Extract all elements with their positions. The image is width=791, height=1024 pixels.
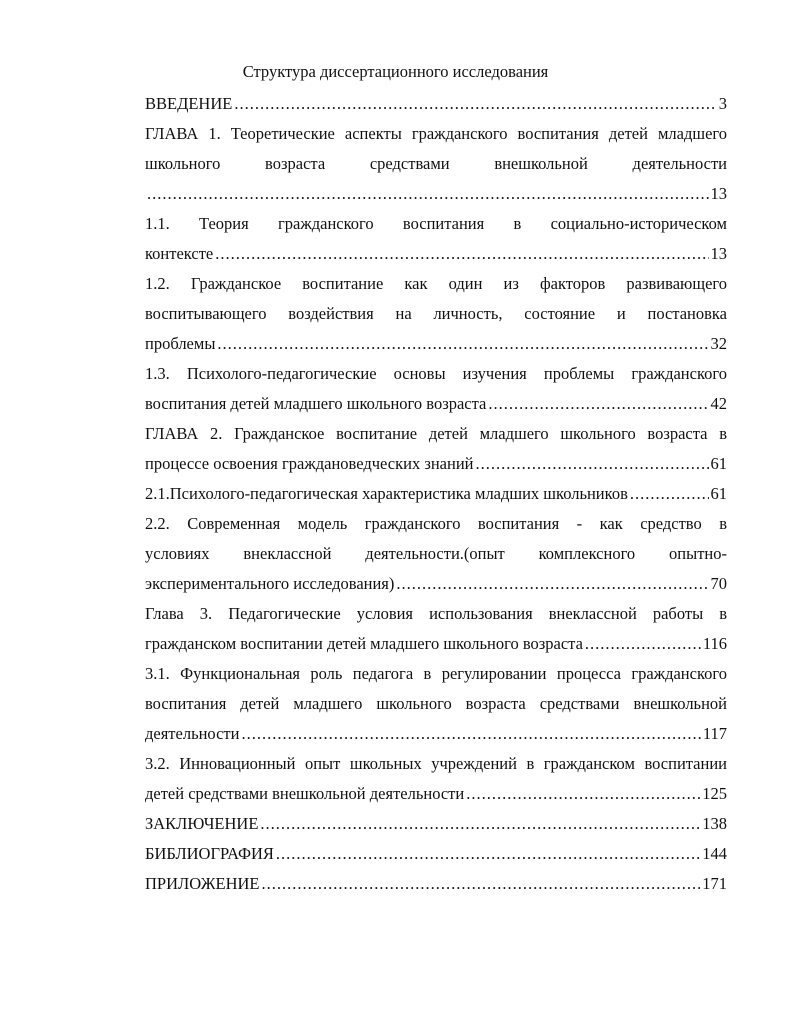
toc-entry-line: 3.2. Инновационный опыт школьных учреждений в гражданском воспитании bbox=[145, 754, 727, 773]
toc-entry-title: детей средствами внешкольной деятельности bbox=[145, 784, 465, 803]
toc-entry-title: ПРИЛОЖЕНИЕ bbox=[145, 874, 260, 893]
page-title: Структура диссертационного исследования bbox=[242, 62, 549, 81]
toc-entry-last-line bbox=[145, 809, 727, 839]
dot-leader bbox=[215, 239, 708, 269]
toc-entry-line: 2.2. Современная модель гражданского воспитания - как средство в bbox=[145, 514, 727, 533]
toc-entry-title: процессе освоения граждановедческих знаний bbox=[145, 454, 474, 473]
toc-entry bbox=[145, 659, 727, 749]
toc-entry-title: контексте bbox=[145, 244, 214, 263]
toc-entry-last-line bbox=[145, 89, 727, 119]
toc-entry-last-line bbox=[145, 329, 727, 359]
toc-entry-line: школьного возраста средствами внешкольной деятельности bbox=[145, 154, 727, 173]
toc-page-number: 144 bbox=[702, 844, 727, 863]
toc-entry-line: условиях внеклассной деятельности.(опыт комплексного опытно- bbox=[145, 544, 727, 563]
toc-entry bbox=[145, 209, 727, 269]
toc-entry-title: экспериментального исследования) bbox=[145, 574, 395, 593]
toc-entry-title: ЗАКЛЮЧЕНИЕ bbox=[145, 814, 259, 833]
toc-entry bbox=[145, 749, 727, 809]
dot-leader bbox=[475, 449, 708, 479]
toc-page-number: 13 bbox=[710, 244, 727, 263]
toc-page-number: 13 bbox=[710, 184, 727, 203]
dot-leader bbox=[147, 179, 709, 209]
toc-entry-last-line bbox=[145, 449, 727, 479]
toc-entry-line: 1.1. Теория гражданского воспитания в социально-историческом bbox=[145, 214, 727, 233]
dot-leader bbox=[466, 779, 700, 809]
toc-entry-line: 3.1. Функциональная роль педагога в регулировании процесса гражданского bbox=[145, 664, 727, 683]
toc-entry-line: воспитания детей младшего школьного возраста средствами внешкольной bbox=[145, 694, 727, 713]
toc-entry-title: ВВЕДЕНИЕ bbox=[145, 94, 233, 113]
toc-page-number: 138 bbox=[702, 814, 727, 833]
toc-entry-last-line bbox=[145, 779, 727, 809]
toc-entry-line: 1.2. Гражданское воспитание как один из факторов развивающего bbox=[145, 274, 727, 293]
toc-entry-title: воспитания детей младшего школьного возраста bbox=[145, 394, 487, 413]
toc-entry-title: гражданском воспитании детей младшего школьного возраста bbox=[145, 634, 583, 653]
dot-leader bbox=[396, 569, 708, 599]
dot-leader bbox=[585, 629, 701, 659]
toc-entry bbox=[145, 809, 727, 839]
dot-leader bbox=[234, 89, 716, 119]
toc-page-number: 3 bbox=[718, 94, 727, 113]
toc-entry bbox=[145, 509, 727, 599]
toc-entry bbox=[145, 119, 727, 209]
toc-page-number: 32 bbox=[710, 334, 727, 353]
toc-entry bbox=[145, 419, 727, 479]
toc-entry-last-line bbox=[145, 239, 727, 269]
toc-entry-line: воспитывающего воздействия на личность, состояние и постановка bbox=[145, 304, 727, 323]
toc-page-number: 42 bbox=[710, 394, 727, 413]
toc-entry-title: деятельности bbox=[145, 724, 240, 743]
toc-page-number: 61 bbox=[710, 484, 727, 503]
dot-leader bbox=[260, 809, 700, 839]
toc-entry-last-line bbox=[145, 389, 727, 419]
toc-entry-last-line bbox=[145, 569, 727, 599]
dot-leader bbox=[276, 839, 700, 869]
toc-entry-last-line bbox=[145, 719, 727, 749]
toc-page-number: 116 bbox=[702, 634, 727, 653]
toc-entry-last-line bbox=[145, 869, 727, 899]
toc-entry-last-line bbox=[145, 839, 727, 869]
toc-entry bbox=[145, 89, 727, 119]
toc-page-number: 125 bbox=[702, 784, 727, 803]
toc-entry bbox=[145, 479, 727, 509]
toc-entry-last-line bbox=[145, 629, 727, 659]
toc-entry-line: 1.3. Психолого-педагогические основы изучения проблемы гражданского bbox=[145, 364, 727, 383]
toc-entry bbox=[145, 839, 727, 869]
toc-entry bbox=[145, 359, 727, 419]
toc-entry bbox=[145, 269, 727, 359]
toc-entry-line: ГЛАВА 2. Гражданское воспитание детей младшего школьного возраста в bbox=[145, 424, 727, 443]
toc-entry-last-line bbox=[145, 179, 727, 209]
toc-entry-title: 2.1.Психолого-педагогическая характеристика младших школьников bbox=[145, 484, 628, 503]
toc-page-number: 117 bbox=[702, 724, 727, 743]
dot-leader bbox=[488, 389, 708, 419]
toc-entry bbox=[145, 869, 727, 899]
dot-leader bbox=[630, 479, 709, 509]
toc-entry-title: проблемы bbox=[145, 334, 216, 353]
dot-leader bbox=[241, 719, 700, 749]
dot-leader bbox=[217, 329, 708, 359]
table-of-contents bbox=[145, 89, 727, 899]
toc-entry-title: БИБЛИОГРАФИЯ bbox=[145, 844, 274, 863]
toc-entry-last-line bbox=[145, 479, 727, 509]
toc-entry bbox=[145, 599, 727, 659]
dot-leader bbox=[261, 869, 700, 899]
toc-entry-line: ГЛАВА 1. Теоретические аспекты гражданского воспитания детей младшего bbox=[145, 124, 727, 143]
toc-page-number: 61 bbox=[710, 454, 727, 473]
toc-page-number: 70 bbox=[710, 574, 727, 593]
toc-entry-line: Глава 3. Педагогические условия использования внеклассной работы в bbox=[145, 604, 727, 623]
toc-page-number: 171 bbox=[702, 874, 727, 893]
